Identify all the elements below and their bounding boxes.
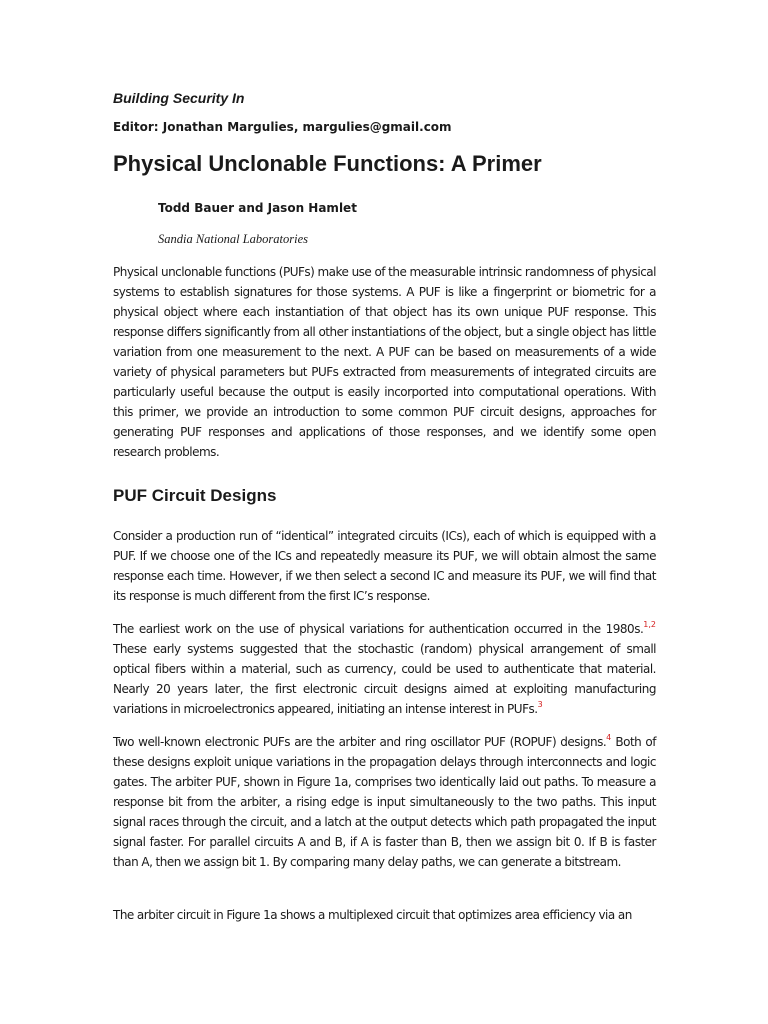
paragraph-2-text-a: The earliest work on the use of physical variations for authentication occurred in the 1980s. <box>113 622 644 636</box>
body-paragraph-2 <box>113 619 656 719</box>
author-names: Todd Bauer and Jason Hamlet <box>158 201 357 215</box>
citation-link[interactable]: 3 <box>537 700 543 709</box>
citation-link[interactable]: 4 <box>606 733 612 742</box>
paragraph-3-text-b: Both of these designs exploit unique variations in the propagation delays through interconnects and logic gates. The arbiter PUF, shown in Figure 1a, comprises two identically laid out paths. To measure a response bit from the arbiter, a rising edge is input simultaneously to the two paths. This input signal races through the circuit, and a latch at the output detects which path propagated the input signal faster. For parallel circuits A and B, if A is faster than B, then we assign bit 0. If B is faster than A, then we assign bit 1. By comparing many delay paths, we can generate a bitstream. <box>113 735 656 869</box>
author-affiliation: Sandia National Laboratories <box>158 232 309 246</box>
abstract-paragraph: Physical unclonable functions (PUFs) make use of the measurable intrinsic randomness of physical systems to establish signatures for those systems. A PUF is like a fingerprint or biometric for a physical object where each instantiation of that object has its own unique PUF response. This response differs significantly from all other instantiations of the object, but a single object has little variation from one measurement to the next. A PUF can be based on measurements of a wide variety of physical parameters but PUFs extracted from measurements of integrated circuits are particularly useful because the output is easily incorported into computational operations. With this primer, we provide an introduction to some common PUF circuit designs, approaches for generating PUF responses and applications of those responses, and we identify some open research problems. <box>113 265 656 459</box>
paragraph-3-text-a: Two well-known electronic PUFs are the arbiter and ring oscillator PUF (ROPUF) designs. <box>113 735 607 749</box>
section-heading: PUF Circuit Designs <box>113 486 277 505</box>
article-title: Physical Unclonable Functions: A Primer <box>113 151 542 176</box>
department-label: Building Security In <box>113 90 245 106</box>
citation-link[interactable]: 1,2 <box>643 620 656 629</box>
body-paragraph-3 <box>113 732 656 872</box>
body-paragraph-1: Consider a production run of “identical” integrated circuits (ICs), each of which is equipped with a PUF. If we choose one of the ICs and repeatedly measure its PUF, we will obtain almost the same response each time. However, if we then select a second IC and measure its PUF, we will find that its response is much different from the first IC’s response. <box>113 529 656 603</box>
editor-line: Editor: Jonathan Margulies, margulies@gmail.com <box>113 120 452 134</box>
body-paragraph-4: The arbiter circuit in Figure 1a shows a multiplexed circuit that optimizes area efficiency via an <box>113 908 632 922</box>
paragraph-2-text-b: These early systems suggested that the stochastic (random) physical arrangement of small optical fibers within a material, such as currency, could be used to authenticate that material. Nearly 20 years later, the first electronic circuit designs aimed at exploiting manufacturing variations in microelectronics appeared, initiating an intense interest in PUFs. <box>113 642 656 716</box>
